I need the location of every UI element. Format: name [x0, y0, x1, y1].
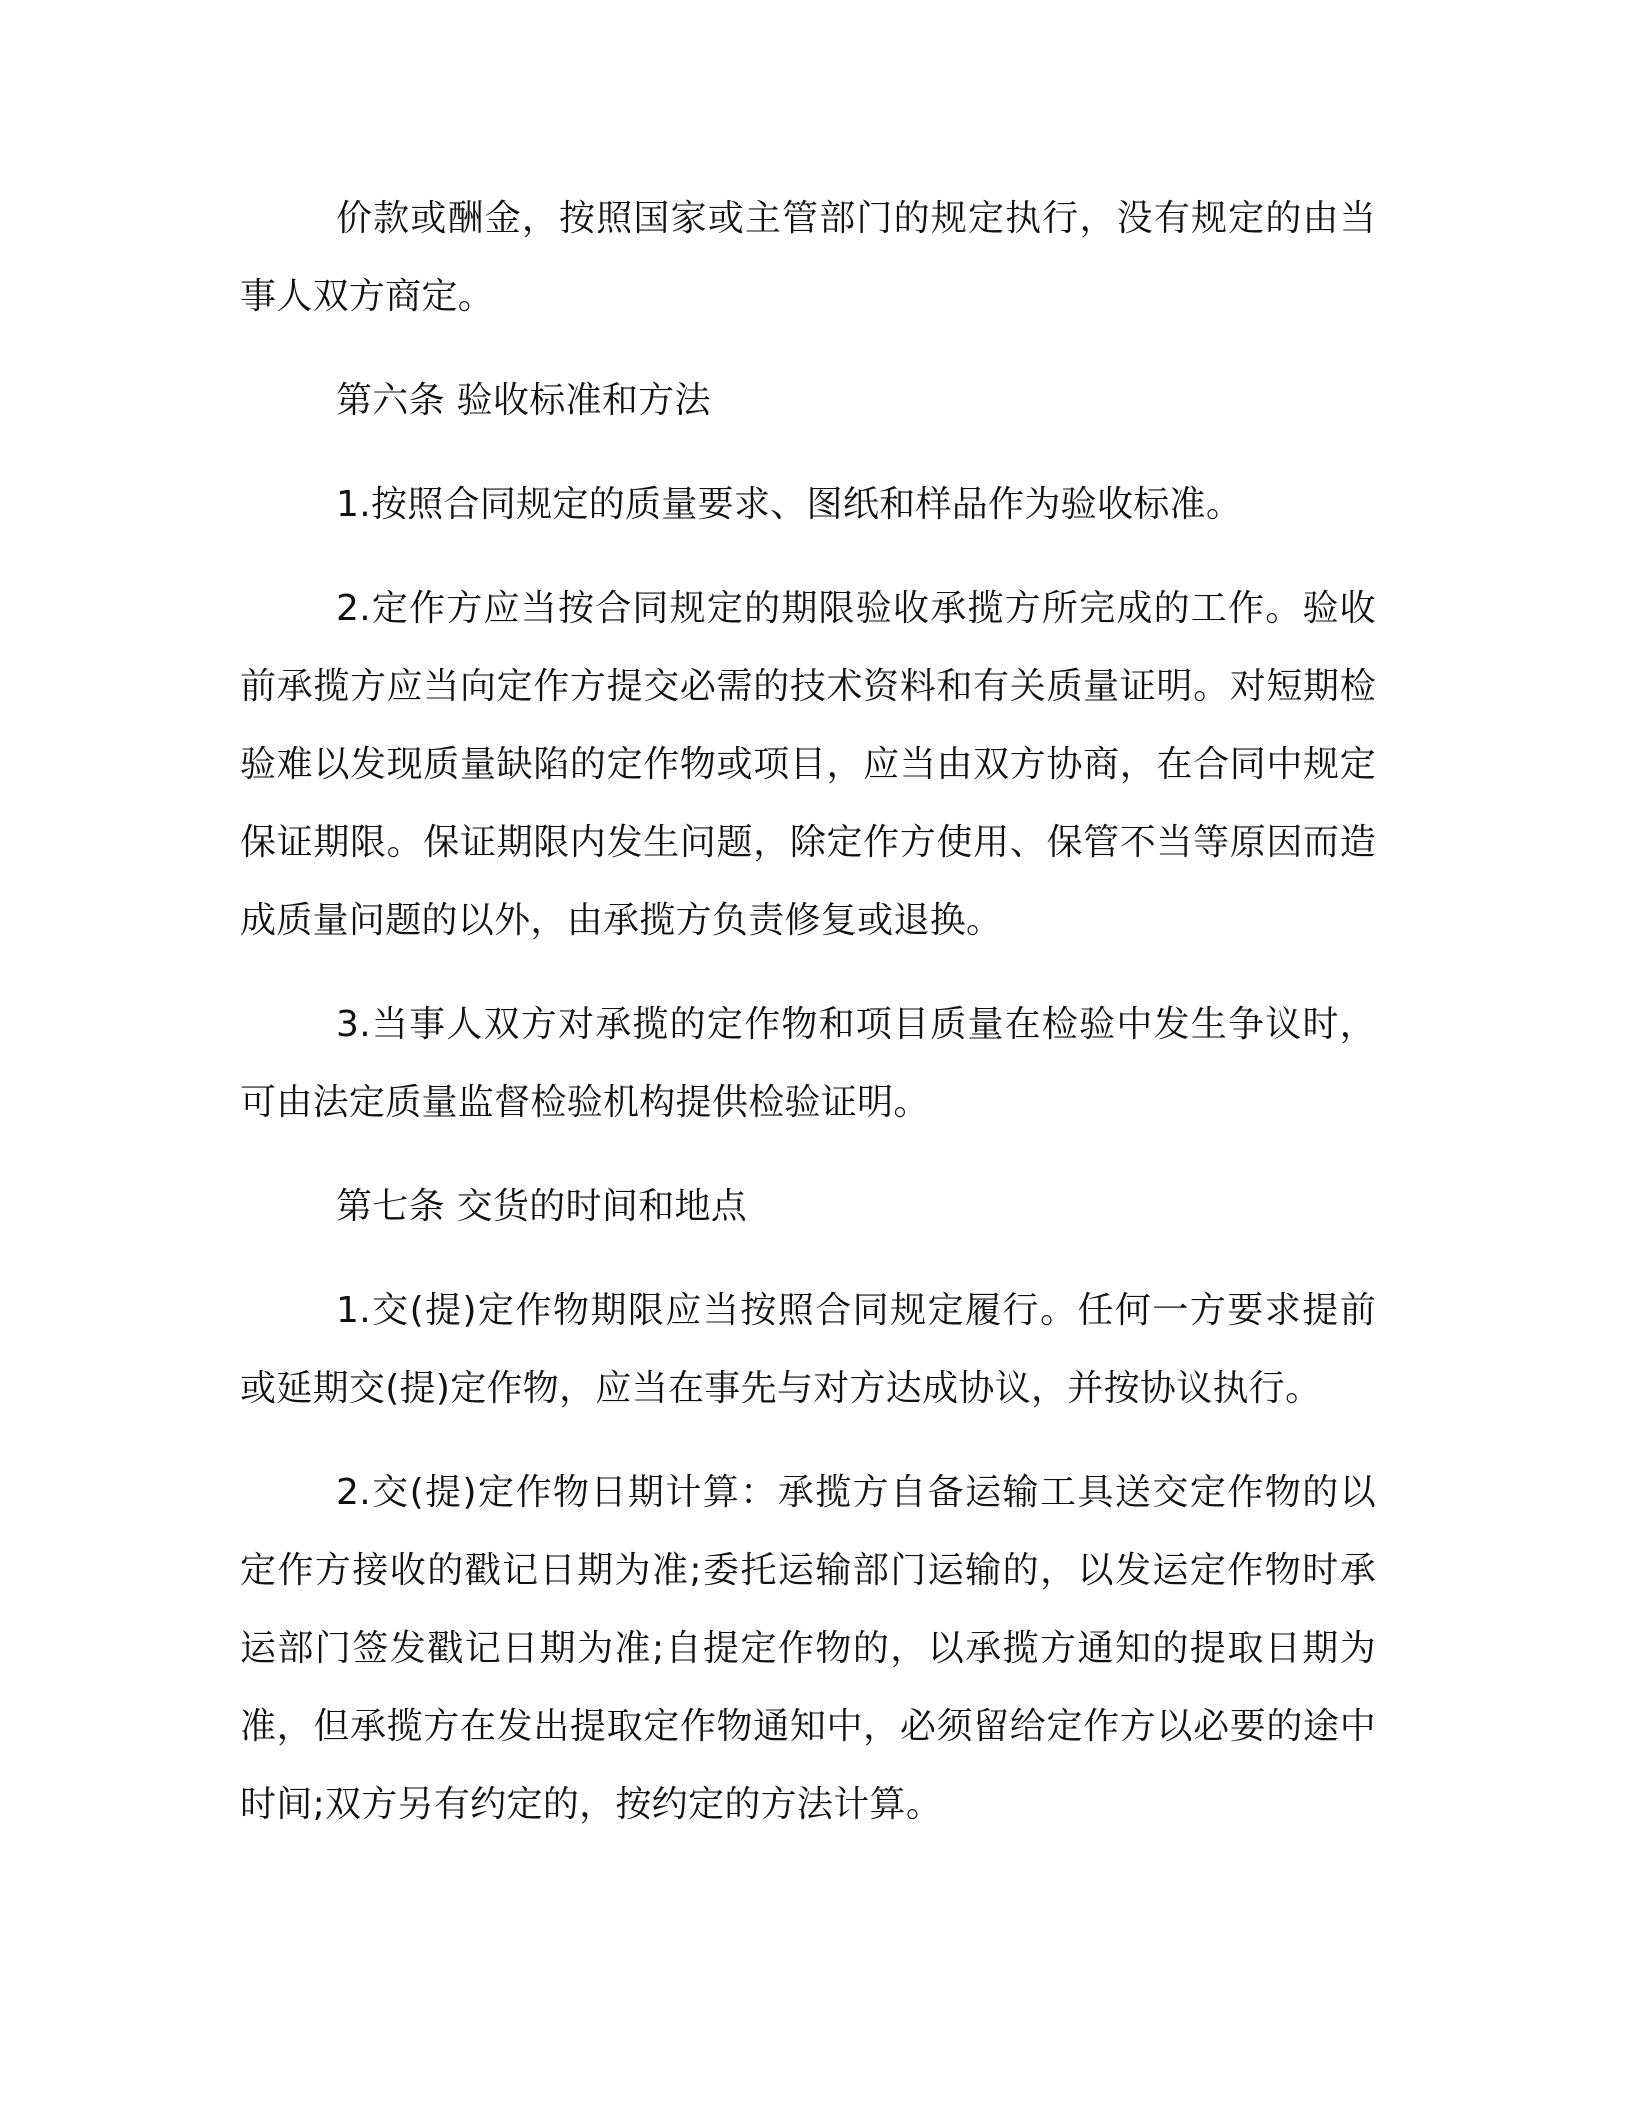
- heading-article-6: 第六条 验收标准和方法: [336, 380, 711, 421]
- paragraph-payment: 价款或酬金，按照国家或主管部门的规定执行，没有规定的由当事人双方商定。: [240, 198, 1376, 317]
- paragraph-6-3: 3.当事人双方对承揽的定作物和项目质量在检验中发生争议时，可由法定质量监督检验机构提供检验证明。: [240, 1004, 1376, 1123]
- paragraph-6-1: 1.按照合同规定的质量要求、图纸和样品作为验收标准。: [336, 484, 1243, 525]
- paragraph-7-2: 2.交(提)定作物日期计算：承揽方自备运输工具送交定作物的以定作方接收的戳记日期为准;委托运输部门运输的，以发运定作物时承运部门签发戳记日期为准;自提定作物的，以承揽方通知的提取日期为准，但承揽方在发出提取定作物通知中，必须留给定作方以必要的途中时间;双方另有约定的，按约定的方法计算。: [240, 1472, 1376, 1825]
- heading-article-7: 第七条 交货的时间和地点: [336, 1186, 748, 1227]
- document-body: [240, 180, 1376, 1870]
- paragraph-7-1: 1.交(提)定作物期限应当按照合同规定履行。任何一方要求提前或延期交(提)定作物，应当在事先与对方达成协议，并按协议执行。: [240, 1290, 1376, 1409]
- paragraph-6-2: 2.定作方应当按合同规定的期限验收承揽方所完成的工作。验收前承揽方应当向定作方提交必需的技术资料和有关质量证明。对短期检验难以发现质量缺陷的定作物或项目，应当由双方协商，在合同中规定保证期限。保证期限内发生问题，除定作方使用、保管不当等原因而造成质量问题的以外，由承揽方负责修复或退换。: [240, 588, 1376, 941]
